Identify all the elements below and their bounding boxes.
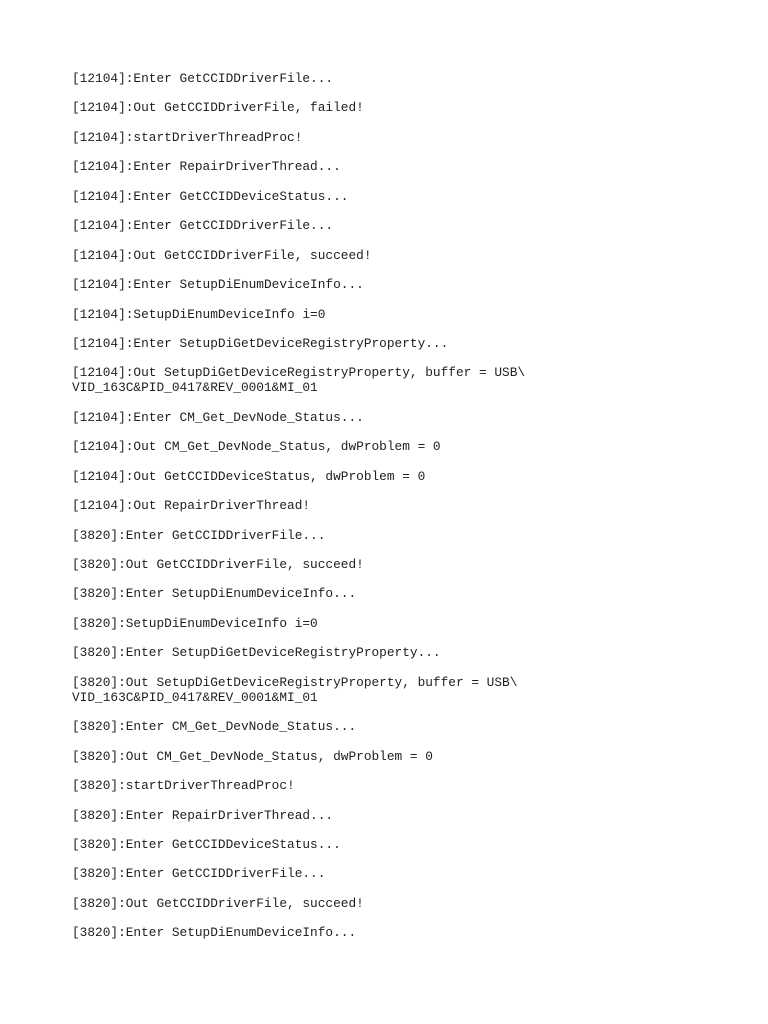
- log-line: [12104]:Enter GetCCIDDeviceStatus...: [72, 188, 349, 204]
- log-line: [3820]:Enter SetupDiGetDeviceRegistryProperty...: [72, 645, 441, 661]
- log-line: [3820]:startDriverThreadProc!: [72, 778, 295, 794]
- log-line: [3820]:Enter SetupDiEnumDeviceInfo...: [72, 586, 357, 602]
- log-line: [12104]:Out GetCCIDDriverFile, succeed!: [72, 247, 372, 263]
- log-line: [12104]:Out SetupDiGetDeviceRegistryProperty, buffer = USB\ VID_163C&PID_0417&REV_0001&MI_01: [72, 365, 526, 396]
- log-line: [3820]:Out SetupDiGetDeviceRegistryProperty, buffer = USB\ VID_163C&PID_0417&REV_0001&MI_01: [72, 674, 518, 705]
- log-line: [12104]:Enter RepairDriverThread...: [72, 159, 341, 175]
- log-line: [12104]:Enter GetCCIDDriverFile...: [72, 71, 334, 86]
- log-line: [3820]:Enter RepairDriverThread...: [72, 807, 334, 823]
- log-line: [12104]:Enter GetCCIDDriverFile...: [72, 218, 334, 234]
- log-line: [3820]:Out GetCCIDDriverFile, succeed!: [72, 895, 364, 911]
- log-line: [12104]:startDriverThreadProc!: [72, 129, 303, 145]
- log-line: [3820]:Enter GetCCIDDriverFile...: [72, 866, 326, 882]
- log-line: [12104]:SetupDiEnumDeviceInfo i=0: [72, 306, 326, 322]
- log-line: [3820]:Out GetCCIDDriverFile, succeed!: [72, 557, 364, 572]
- log-line: [12104]:Out CM_Get_DevNode_Status, dwProblem = 0: [72, 439, 441, 455]
- log-line: [3820]:Enter GetCCIDDeviceStatus...: [72, 836, 341, 852]
- log-line: [12104]:Enter CM_Get_DevNode_Status...: [72, 409, 364, 425]
- log-line: [3820]:SetupDiEnumDeviceInfo i=0: [72, 615, 318, 631]
- log-line: [3820]:Enter CM_Get_DevNode_Status...: [72, 719, 357, 735]
- log-document: [72, 71, 712, 955]
- log-line: [12104]:Enter SetupDiEnumDeviceInfo...: [72, 277, 364, 293]
- log-line: [3820]:Enter SetupDiEnumDeviceInfo...: [72, 925, 357, 941]
- log-line: [12104]:Enter SetupDiGetDeviceRegistryProperty...: [72, 335, 449, 351]
- log-line: [3820]:Out CM_Get_DevNode_Status, dwProblem = 0: [72, 748, 433, 764]
- log-line: [12104]:Out RepairDriverThread!: [72, 498, 311, 514]
- log-line: [12104]:Out GetCCIDDeviceStatus, dwProblem = 0: [72, 468, 426, 484]
- log-line: [3820]:Enter GetCCIDDriverFile...: [72, 527, 326, 543]
- log-line: [12104]:Out GetCCIDDriverFile, failed!: [72, 100, 364, 116]
